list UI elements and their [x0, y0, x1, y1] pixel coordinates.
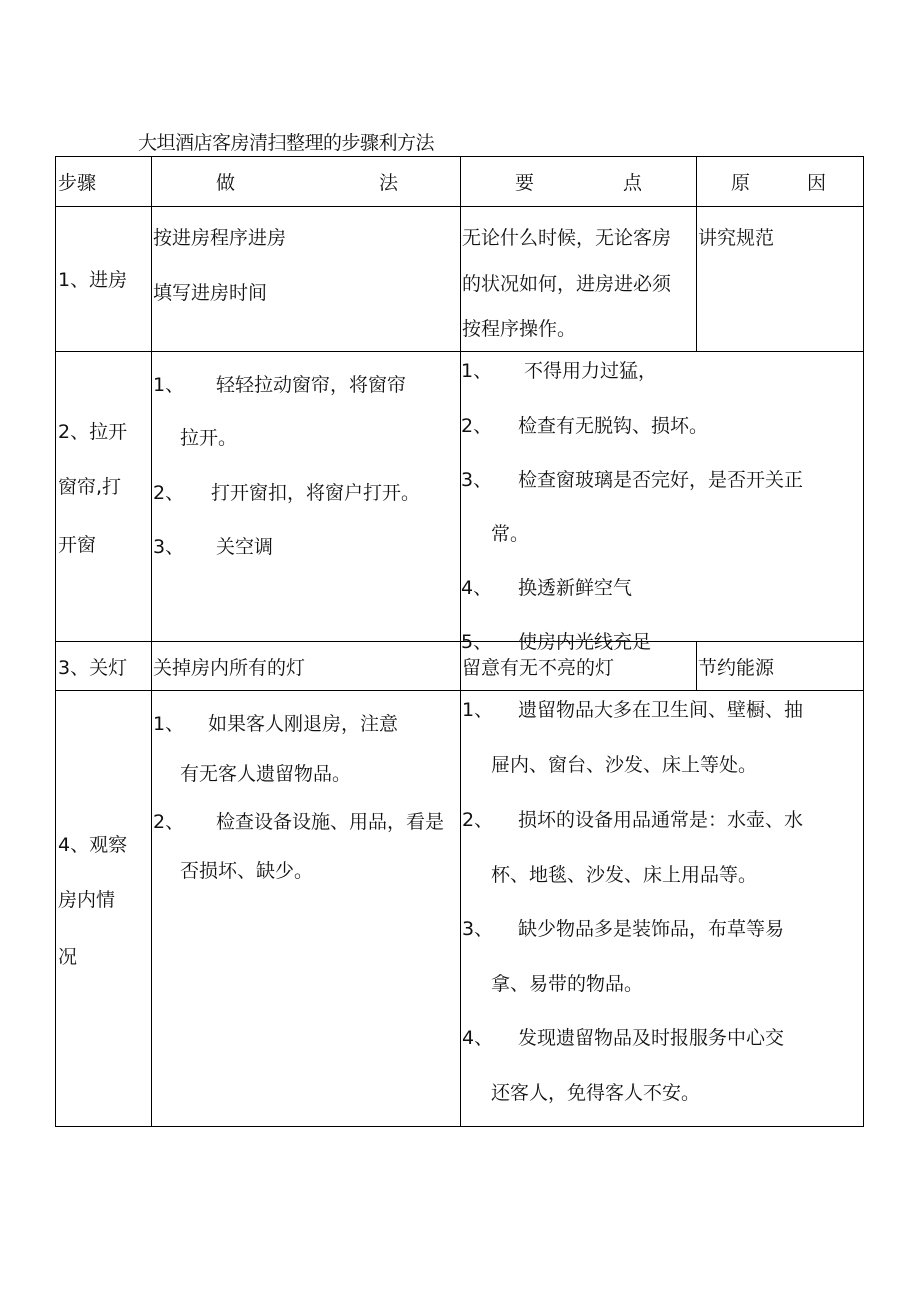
- row4-points-3-line2: 拿、易带的物品。: [491, 973, 644, 995]
- row4-points-4-num: 4、: [462, 1027, 494, 1049]
- header-method-2: 法: [379, 172, 399, 194]
- row2-method-1-num: 1、: [153, 374, 185, 396]
- row4-method-1-line2: 有无客人遗留物品。: [180, 763, 352, 785]
- row1-method-line2: 填写进房时间: [153, 282, 268, 304]
- row4-points-2-num: 2、: [462, 809, 494, 831]
- row2-step-line3: 开窗: [58, 534, 97, 556]
- row4-step-line1: 4、观察: [58, 834, 128, 856]
- row2-method-2-line1: 打开窗扣，将窗户打开。: [211, 482, 421, 504]
- row2-method-3-line1: 关空调: [216, 536, 274, 558]
- row4-points-1-line2: 屉内、窗台、沙发、床上等处。: [491, 754, 758, 776]
- row2-points-3-line1: 检查窗玻璃是否完好，是否开关正: [518, 469, 804, 491]
- header-reason-2: 因: [807, 172, 827, 194]
- document-title: 大坦酒店客房清扫整理的步骤利方法: [138, 132, 435, 154]
- row2-method-2-num: 2、: [153, 482, 185, 504]
- column-divider: [151, 156, 152, 1127]
- row2-points-2-num: 2、: [461, 415, 493, 437]
- row4-method-1-num: 1、: [153, 713, 185, 735]
- row4-points-3-num: 3、: [462, 918, 494, 940]
- row4-method-2-line1: 检查设备设施、用品，看是: [216, 811, 445, 833]
- row4-step-line2: 房内情: [58, 889, 116, 911]
- row2-method-1-line2: 拉开。: [180, 427, 238, 449]
- row2-points-4-num: 4、: [461, 577, 493, 599]
- row2-step-line1: 2、拉开: [58, 421, 128, 443]
- header-step: 步骤: [58, 172, 97, 194]
- row4-method-2-num: 2、: [153, 811, 185, 833]
- row2-points-3-line2: 常。: [491, 523, 530, 545]
- row4-method-1-line1: 如果客人刚退房，注意: [208, 713, 399, 735]
- row2-points-1-line1: 不得用力过猛，: [524, 360, 658, 382]
- row2-method-3-num: 3、: [153, 536, 185, 558]
- row2-points-5-line1: 使房内光线充足: [518, 631, 652, 653]
- row4-points-2-line1: 损坏的设备用品通常是：水壶、水: [518, 809, 804, 831]
- row4-points-4-line2: 还客人，免得客人不安。: [491, 1082, 701, 1104]
- row1-points-line1: 无论什么时候，无论客房: [462, 227, 672, 249]
- header-method-1: 做: [216, 172, 236, 194]
- row4-points-4-line1: 发现遗留物品及时报服务中心交: [518, 1027, 785, 1049]
- header-reason-1: 原: [731, 172, 751, 194]
- row4-points-2-line2: 杯、地毯、沙发、床上用品等。: [491, 864, 758, 886]
- column-divider: [696, 641, 697, 691]
- row1-points-line2: 的状况如何，进房进必须: [462, 273, 672, 295]
- row2-points-1-num: 1、: [461, 360, 493, 382]
- row4-points-3-line1: 缺少物品多是装饰品，布草等易: [518, 918, 785, 940]
- table-border-left: [55, 156, 56, 1127]
- row2-points-5-num: 5、: [461, 631, 493, 653]
- row1-step: 1、进房: [58, 269, 128, 291]
- row3-reason: 节约能源: [698, 657, 775, 679]
- row3-method: 关掉房内所有的灯: [153, 657, 306, 679]
- row2-points-4-line1: 换透新鲜空气: [518, 577, 633, 599]
- row2-method-1-line1: 轻轻拉动窗帘，将窗帘: [216, 374, 407, 396]
- header-points-2: 点: [623, 172, 643, 194]
- row4-points-1-num: 1、: [462, 699, 494, 721]
- table-border-right: [863, 156, 864, 1127]
- row1-method-line1: 按进房程序进房: [153, 227, 287, 249]
- row4-step-line3: 况: [58, 946, 78, 968]
- header-points-1: 要: [515, 172, 535, 194]
- row3-step: 3、关灯: [58, 657, 128, 679]
- row2-points-3-num: 3、: [461, 469, 493, 491]
- row2-step-line2: 窗帘,打: [58, 476, 122, 498]
- column-divider: [696, 156, 697, 352]
- row3-points: 留意有无不亮的灯: [462, 657, 615, 679]
- steps-table: [55, 156, 864, 1127]
- row1-reason: 讲究规范: [698, 227, 775, 249]
- row1-points-line3: 按程序操作。: [462, 318, 577, 340]
- row4-points-1-line1: 遗留物品大多在卫生间、壁橱、抽: [518, 699, 804, 721]
- row4-method-2-line2: 否损坏、缺少。: [180, 860, 314, 882]
- row2-points-2-line1: 检查有无脱钩、损坏。: [518, 415, 709, 437]
